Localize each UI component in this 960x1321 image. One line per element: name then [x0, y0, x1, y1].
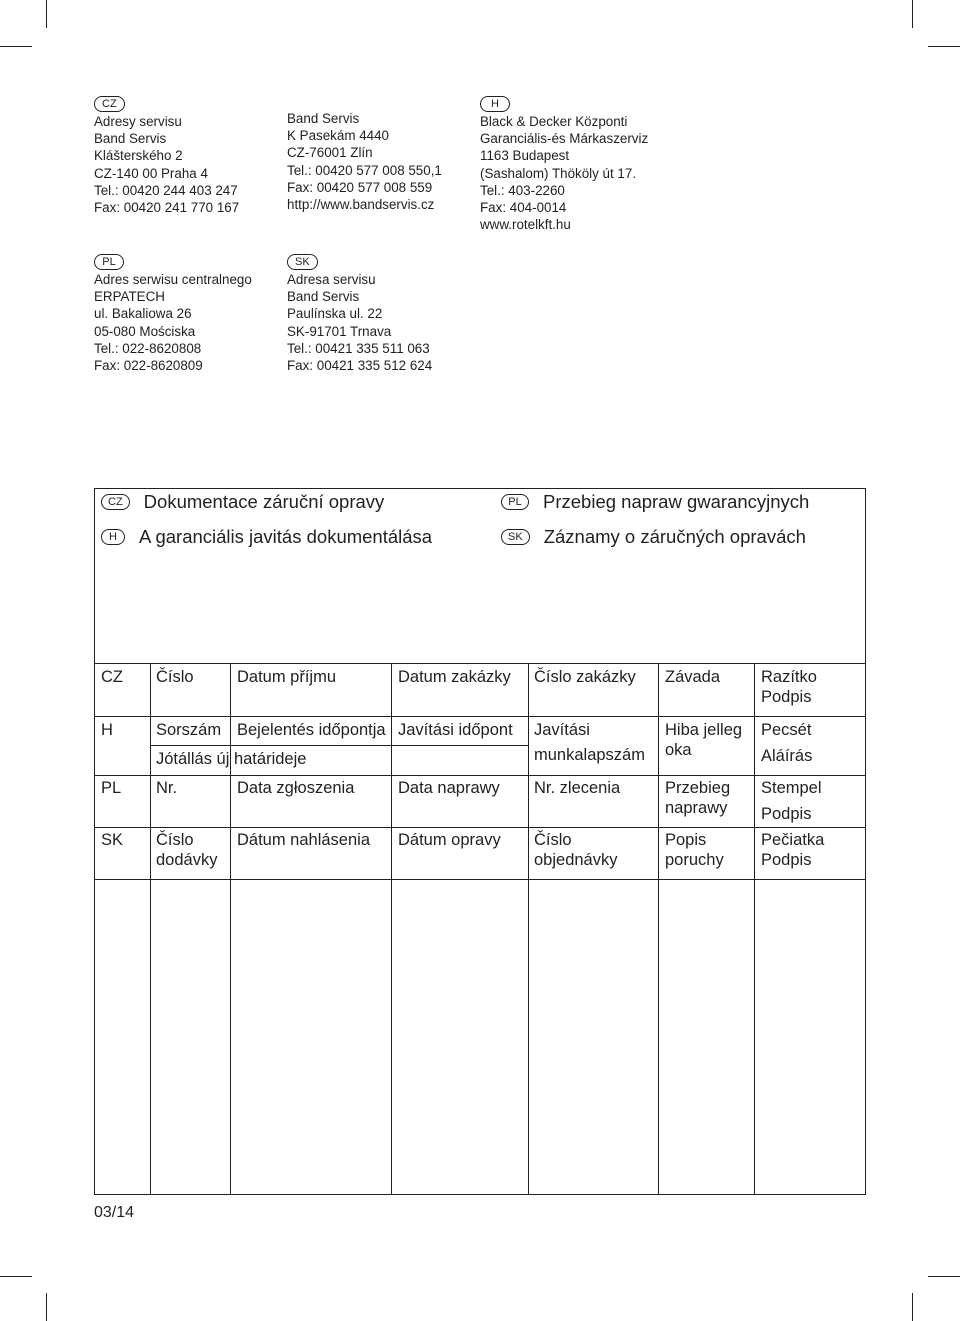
crop-mark	[912, 0, 913, 28]
table-rule	[754, 663, 755, 1194]
title-text: A garanciális javitás dokumentálása	[139, 526, 433, 547]
title-cz	[101, 491, 384, 513]
lang-badge-h: H	[101, 529, 125, 545]
title-pl	[501, 491, 809, 513]
header-cell: Podpis	[761, 851, 812, 869]
header-cell: Podpis	[761, 688, 812, 706]
lang-badge-sk: SK	[287, 254, 318, 270]
address-line: Tel.: 403-2260	[480, 182, 565, 198]
table-rule	[95, 716, 865, 717]
title-h	[101, 526, 432, 548]
header-cell: naprawy	[665, 799, 728, 817]
row-lang-pl: PL	[101, 779, 122, 797]
lang-badge-pl: PL	[501, 494, 529, 510]
address-line: Fax: 00421 335 512 624	[287, 358, 433, 374]
table-rule	[95, 879, 865, 880]
address-line: ul. Bakaliowa 26	[94, 306, 192, 322]
header-cell: oka	[665, 741, 692, 759]
header-cell: Podpis	[761, 805, 812, 823]
title-sk	[501, 526, 806, 548]
crop-mark	[912, 1293, 913, 1321]
address-pl	[94, 252, 252, 374]
header-cell: Číslo	[534, 831, 572, 849]
address-line: Black & Decker Központi	[480, 114, 628, 129]
address-line: Klášterského 2	[94, 148, 183, 164]
crop-mark	[928, 1276, 960, 1277]
title-text: Przebieg napraw gwarancyjnych	[543, 491, 810, 512]
address-line: K Pasekám 4440	[287, 128, 389, 144]
row-lang-sk: SK	[101, 831, 124, 849]
address-line: www.rotelkft.hu	[480, 217, 571, 233]
row-lang-cz: CZ	[101, 668, 123, 686]
address-sk	[287, 252, 432, 374]
header-cell: Číslo zakázky	[534, 668, 636, 686]
address-line: http://www.bandservis.cz	[287, 197, 435, 213]
header-cell: Datum příjmu	[237, 668, 337, 686]
lang-badge-h: H	[480, 96, 510, 112]
header-cell: Nr. zlecenia	[534, 779, 621, 797]
address-h	[480, 94, 648, 233]
address-line: Band Servis	[287, 289, 360, 305]
header-cell: Dátum opravy	[398, 831, 501, 849]
header-cell: Sorszám	[156, 721, 222, 739]
title-text: Záznamy o záručných opravách	[543, 526, 806, 547]
row-lang-h: H	[101, 721, 113, 739]
header-cell: Datum zakázky	[398, 668, 511, 686]
header-cell: Przebieg	[665, 779, 731, 797]
table-rule	[150, 663, 151, 1194]
header-cell: Pečiatka	[761, 831, 825, 849]
table-rule	[95, 827, 865, 828]
crop-mark	[46, 1293, 47, 1321]
table-rule	[391, 663, 392, 1194]
header-cell: Stempel	[761, 779, 822, 797]
address-line: Fax: 00420 577 008 559	[287, 179, 433, 195]
address-cz-zlin	[287, 110, 442, 213]
title-text: Dokumentace záruční opravy	[143, 491, 385, 512]
header-cell: Hiba jelleg	[665, 721, 743, 739]
address-line: CZ-76001 Zlín	[287, 145, 373, 161]
lang-badge-pl: PL	[94, 254, 124, 270]
crop-mark	[46, 0, 47, 28]
table-rule	[95, 775, 865, 776]
address-line: Tel.: 00420 244 403 247	[94, 182, 238, 198]
table-rule	[528, 663, 529, 1194]
header-cell: Data zgłoszenia	[237, 779, 355, 797]
header-cell: Pecsét	[761, 721, 812, 739]
header-cell: objednávky	[534, 851, 618, 869]
header-cell: Razítko	[761, 668, 817, 686]
address-line: SK-91701 Trnava	[287, 323, 392, 339]
address-line: 05-080 Mościska	[94, 323, 196, 339]
header-cell: munkalapszám	[534, 746, 645, 764]
warranty-record-box	[94, 488, 866, 1195]
table-rule	[658, 663, 659, 1194]
header-cell: Dátum nahlásenia	[237, 831, 370, 849]
lang-badge-cz: CZ	[101, 494, 130, 510]
header-cell: Číslo	[156, 831, 194, 849]
address-line: Tel.: 022-8620808	[94, 340, 202, 356]
address-cz	[94, 94, 239, 216]
address-line: Adresa servisu	[287, 272, 376, 287]
address-line: Band Servis	[94, 131, 167, 147]
header-cell: Aláírás	[761, 747, 813, 765]
crop-mark	[0, 1276, 32, 1277]
address-line: Tel.: 00421 335 511 063	[287, 340, 430, 356]
header-cell: Závada	[665, 668, 721, 686]
header-cell: Javítási	[534, 721, 590, 739]
address-line: Paulínska ul. 22	[287, 306, 383, 322]
address-line: Adresy servisu	[94, 114, 182, 129]
header-cell: Jótállás új határideje	[156, 750, 307, 768]
header-cell: Popis	[665, 831, 707, 849]
address-line: Fax: 022-8620809	[94, 358, 203, 374]
address-line: Fax: 404-0014	[480, 200, 567, 216]
header-cell: poruchy	[665, 851, 724, 869]
header-cell: Bejelentés időpontja	[237, 721, 386, 739]
crop-mark	[0, 46, 32, 47]
address-line: Adres serwisu centralnego	[94, 272, 252, 287]
header-cell: Nr.	[156, 779, 178, 797]
address-line: Tel.: 00420 577 008 550,1	[287, 162, 442, 178]
table-rule	[95, 663, 865, 664]
address-line: ERPATECH	[94, 289, 165, 305]
address-line: Band Servis	[287, 111, 360, 126]
header-cell: Data naprawy	[398, 779, 500, 797]
address-line: 1163 Budapest	[480, 148, 570, 164]
address-line: CZ-140 00 Praha 4	[94, 165, 208, 181]
address-line: Garanciális-és Márkaszerviz	[480, 131, 649, 147]
address-line: Fax: 00420 241 770 167	[94, 200, 240, 216]
page-number: 03/14	[94, 1204, 135, 1221]
header-cell: Číslo	[156, 668, 194, 686]
header-cell: Javítási időpont	[398, 721, 513, 739]
lang-badge-sk: SK	[501, 529, 530, 545]
crop-mark	[928, 46, 960, 47]
lang-badge-cz: CZ	[94, 96, 125, 112]
address-line: (Sashalom) Thököly út 17.	[480, 165, 637, 181]
table-rule	[230, 663, 231, 1194]
table-rule	[150, 745, 529, 746]
header-cell: dodávky	[156, 851, 218, 869]
